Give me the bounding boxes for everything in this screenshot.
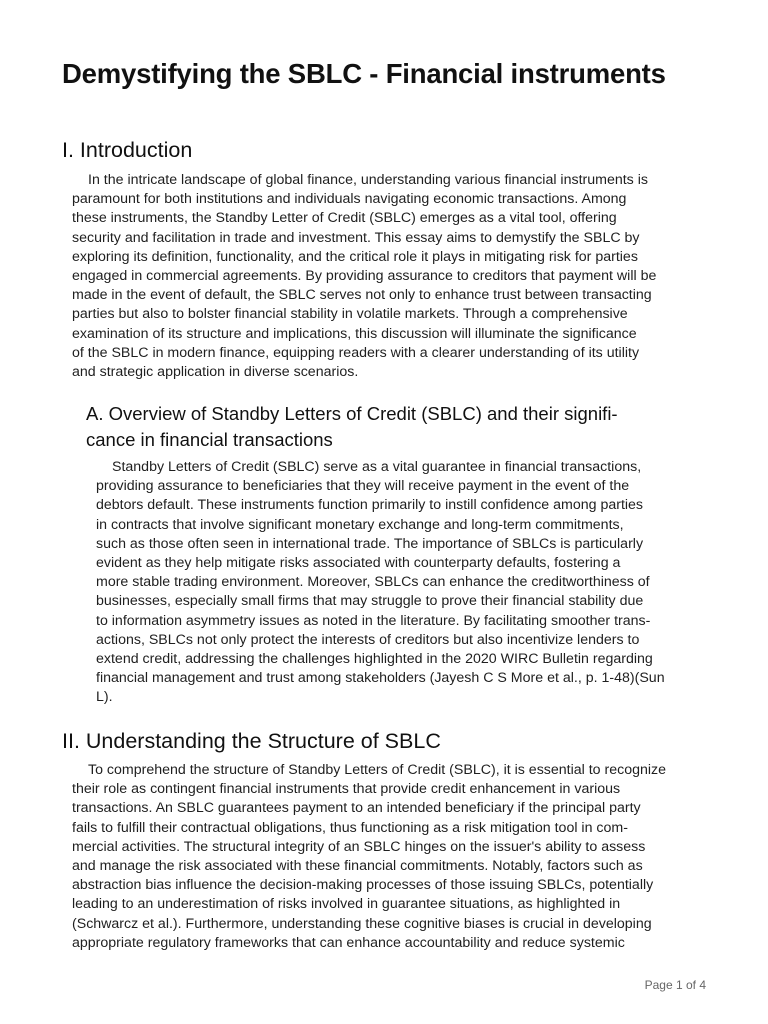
- paragraph-line: extend credit, addressing the challenges highlighted in the 2020 WIRC Bulletin regarding: [96, 651, 653, 668]
- section-heading-introduction: I. Introduction: [62, 138, 193, 162]
- paragraph-line: in contracts that involve significant monetary exchange and long-term commitments,: [96, 516, 624, 533]
- overview-paragraph: [96, 458, 665, 708]
- section-heading-structure: II. Understanding the Structure of SBLC: [62, 729, 441, 753]
- paragraph-line: actions, SBLCs not only protect the interests of creditors but also incentivize lenders to: [96, 631, 640, 648]
- paragraph-line: of the SBLC in modern finance, equipping readers with a clearer understanding of its utility: [72, 344, 640, 361]
- paragraph-line: security and facilitation in trade and investment. This essay aims to demystify the SBLC by: [72, 229, 640, 246]
- subsection-heading-line: cance in financial transactions: [86, 429, 333, 450]
- subsection-heading-overview: [86, 401, 711, 453]
- paragraph-line: leading to an underestimation of risks involved in guarantee situations, as highlighted in: [72, 896, 621, 913]
- paragraph-line: To comprehend the structure of Standby Letters of Credit (SBLC), it is essential to recognize: [88, 762, 667, 778]
- paragraph-line: mercial activities. The structural integrity of an SBLC hinges on the issuer's ability to assess: [72, 838, 646, 855]
- paragraph-line: (Schwarcz et al.). Furthermore, understanding these cognitive biases is crucial in developing: [72, 915, 652, 932]
- paragraph-line: to information asymmetry issues as noted in the literature. By facilitating smoother trans-: [96, 612, 651, 629]
- paragraph-line: made in the event of default, the SBLC serves not only to enhance trust between transacting: [72, 287, 652, 304]
- paragraph-line: transactions. An SBLC guarantees payment to an intended beneficiary if the principal party: [72, 800, 641, 817]
- structure-paragraph: [72, 761, 666, 953]
- paragraph-line: L).: [96, 689, 113, 706]
- paragraph-line: Standby Letters of Credit (SBLC) serve as a vital guarantee in financial transactions,: [112, 459, 642, 475]
- paragraph-line: businesses, especially small firms that may struggle to prove their financial stability due: [96, 593, 644, 610]
- paragraph-line: abstraction bias influence the decision-making processes of those issuing SBLCs, potentially: [72, 877, 654, 894]
- paragraph-line: debtors default. These instruments function primarily to instill confidence among parties: [96, 497, 644, 514]
- paragraph-line: more stable trading environment. Moreover, SBLCs can enhance the creditworthiness of: [96, 574, 650, 591]
- subsection-heading-line: A. Overview of Standby Letters of Credit (SBLC) and their signifi-: [86, 403, 618, 424]
- paragraph-line: such as those often seen in international trade. The importance of SBLCs is particularly: [96, 535, 644, 552]
- paragraph-line: paramount for both institutions and individuals navigating economic transactions. Among: [72, 191, 627, 208]
- paragraph-line: these instruments, the Standby Letter of Credit (SBLC) emerges as a vital tool, offering: [72, 210, 617, 227]
- paragraph-line: appropriate regulatory frameworks that can enhance accountability and reduce systemic: [72, 934, 625, 951]
- paragraph-line: financial management and trust among stakeholders (Jayesh C S More et al., p. 1-48)(Sun: [96, 670, 665, 687]
- paragraph-line: In the intricate landscape of global finance, understanding various financial instruments is: [88, 172, 648, 188]
- paragraph-line: and manage the risk associated with these financial commitments. Notably, factors such as: [72, 858, 643, 875]
- page-number: Page 1 of 4: [644, 978, 706, 992]
- paragraph-line: providing assurance to beneficiaries that they will receive payment in the event of the: [96, 478, 630, 495]
- introduction-paragraph: [72, 171, 656, 382]
- paragraph-line: exploring its definition, functionality, and the critical role it plays in mitigating risk for parties: [72, 248, 638, 265]
- paragraph-line: engaged in commercial agreements. By providing assurance to creditors that payment will be: [72, 268, 657, 285]
- paragraph-line: their role as contingent financial instruments that provide credit enhancement in various: [72, 781, 621, 798]
- paragraph-line: evident as they help mitigate risks associated with counterparty defaults, fostering a: [96, 555, 621, 572]
- paragraph-line: parties but also to bolster financial stability in volatile markets. Through a comprehensive: [72, 306, 628, 323]
- paragraph-line: and strategic application in diverse scenarios.: [72, 364, 359, 381]
- document-title: Demystifying the SBLC - Financial instruments: [62, 58, 666, 89]
- paragraph-line: fails to fulfill their contractual obligations, thus functioning as a risk mitigation tool in com-: [72, 819, 628, 836]
- paragraph-line: examination of its structure and implications, this discussion will illuminate the significance: [72, 325, 637, 342]
